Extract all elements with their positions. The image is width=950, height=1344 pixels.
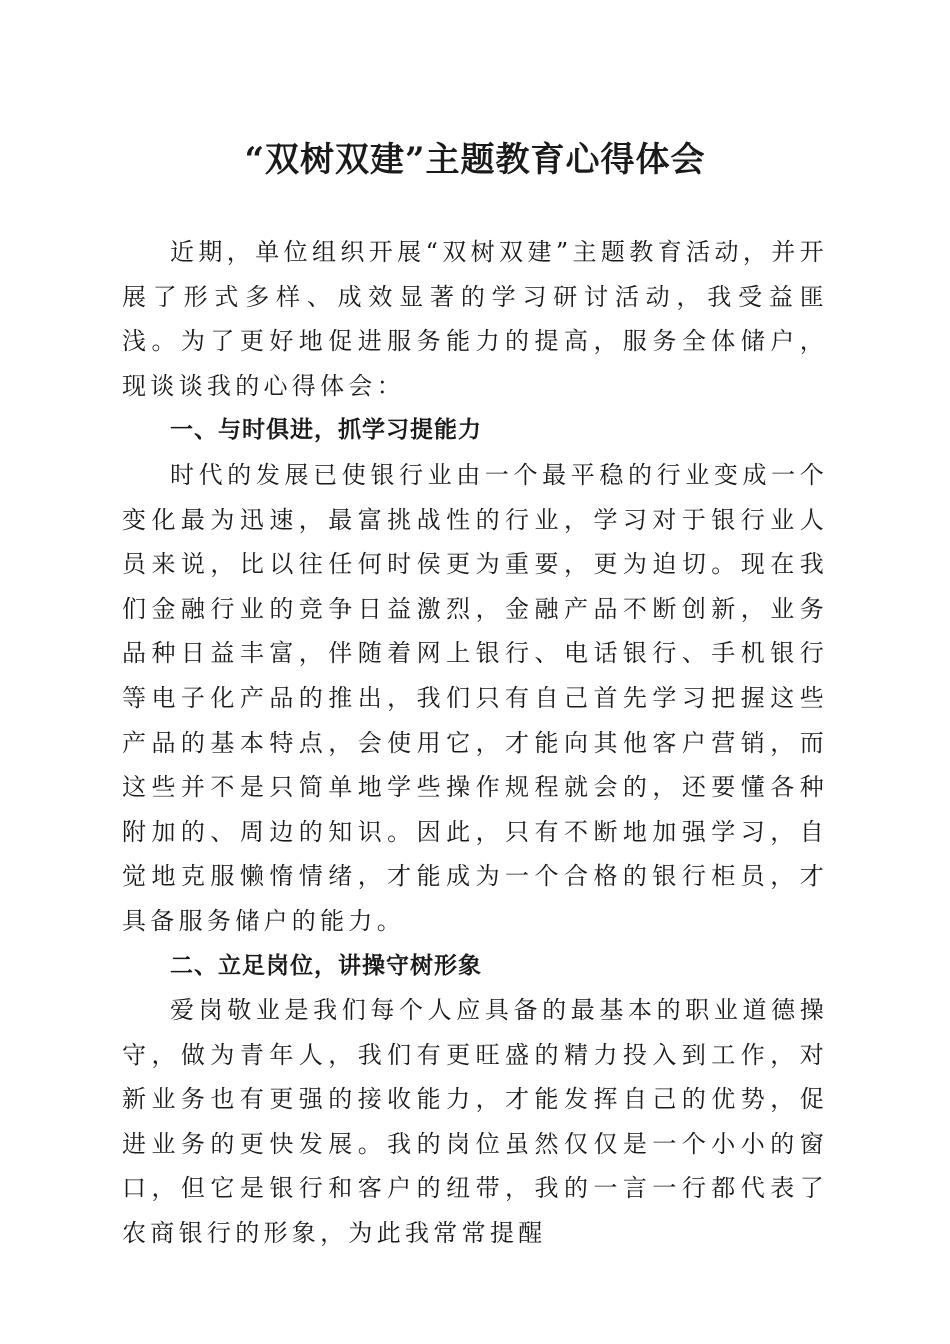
intro-paragraph: 近期，单位组织开展“双树双建”主题教育活动，并开展了形式多样、成效显著的学习研讨活动，我受益匪浅。为了更好地促进服务能力的提高，服务全体储户，现谈谈我的心得体会： <box>122 238 828 400</box>
section-2-paragraph: 爱岗敬业是我们每个人应具备的最基本的职业道德操守，做为青年人，我们有更旺盛的精力投入到工作，对新业务也有更强的接收能力，才能发挥自己的优势，促进业务的更快发展。我的岗位虽然仅仅是一个小小的窗口，但它是银行和客户的纽带，我的一言一行都代表了农商银行的形象，为此我常常提醒 <box>122 996 828 1248</box>
document-title: “双树双建”主题教育心得体会 <box>244 140 706 180</box>
section-2-heading: 二、立足岗位，讲操守树形象 <box>170 952 482 979</box>
section-1-heading: 一、与时俱进，抓学习提能力 <box>170 417 482 444</box>
section-1-paragraph: 时代的发展已使银行业由一个最平稳的行业变成一个变化最为迅速，最富挑战性的行业，学习对于银行业人员来说，比以往任何时侯更为重要，更为迫切。现在我们金融行业的竞争日益激烈，金融产品不断创新，业务品种日益丰富，伴随着网上银行、电话银行、手机银行等电子化产品的推出，我们只有自己首先学习把握这些产品的基本特点，会使用它，才能向其他客户营销，而这些并不是只简单地学些操作规程就会的，还要懂各种附加的、周边的知识。因此，只有不断地加强学习，自觉地克服懒惰情绪，才能成为一个合格的银行柜员，才具备服务储户的能力。 <box>122 460 828 935</box>
document-body <box>122 230 828 1256</box>
